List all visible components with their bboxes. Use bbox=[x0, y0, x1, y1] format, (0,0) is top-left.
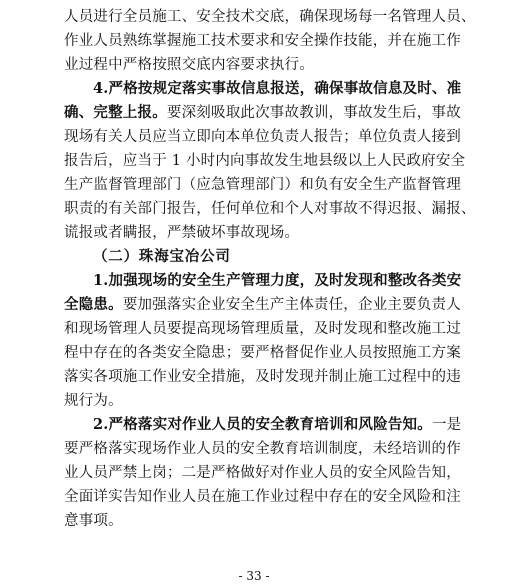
item2-mixed-line bbox=[93, 413, 462, 437]
item4-body-line: 职责的有关部门报告，任何单位和个人对事故不得迟报、漏报、 bbox=[64, 201, 476, 217]
item2-heading: 2.严格落实对作业人员的安全教育培训和风险告知。 bbox=[93, 416, 432, 433]
item1-body-line: 程中存在的各类安全隐患；要严格督促作业人员按照施工方案 bbox=[64, 345, 461, 361]
item4-body-line: 现场有关人员应当立即向本单位负责人报告；单位负责人接到 bbox=[64, 129, 461, 145]
item2-body-line: 业人员严禁上岗；二是严格做好对作业人员的安全风险告知， bbox=[64, 465, 461, 481]
item1-body-line: 规行为。 bbox=[64, 393, 123, 409]
item2-body-line: 全面详实告知作业人员在施工作业过程中存在的安全风险和注 bbox=[64, 489, 461, 505]
item4-heading-tail: 确、完整上报。 bbox=[64, 104, 167, 121]
paragraph-line: 人员进行全员施工、安全技术交底，确保现场每一名管理人员、 bbox=[64, 9, 476, 25]
item1-body-line: 和现场管理人员要提高现场管理质量，及时发现和整改施工过 bbox=[64, 321, 461, 337]
item1-body-line: 落实各项施工作业安全措施，及时发现并制止施工过程中的违 bbox=[64, 369, 461, 385]
item4-body-line: 生产监督管理部门（应急管理部门）和负有安全生产监督管理 bbox=[64, 177, 461, 193]
item4-heading-line: 4.严格按规定落实事故信息报送，确保事故信息及时、准 bbox=[93, 80, 462, 97]
item1-heading-tail: 全隐患。 bbox=[64, 296, 123, 313]
item2-body-line: 要严格落实现场作业人员的安全教育培训制度，未经培训的作 bbox=[64, 441, 461, 457]
item4-body-line: 报告后，应当于 1 小时内向事故发生地县级以上人民政府安全 bbox=[64, 153, 466, 169]
item4-mixed-line bbox=[64, 101, 461, 125]
item4-body-line: 谎报或者瞒报，严禁破坏事故现场。 bbox=[64, 225, 300, 241]
page-number: - 33 - bbox=[238, 569, 270, 583]
item1-mixed-line bbox=[64, 293, 461, 317]
item4-body-start: 要深刻吸取此次事故教训，事故发生后，事故 bbox=[166, 105, 461, 121]
paragraph-line: 业过程中严格按照交底内容要求执行。 bbox=[64, 57, 314, 73]
item2-body-line: 意事项。 bbox=[64, 513, 123, 529]
section-heading: （二）珠海宝冶公司 bbox=[93, 248, 231, 265]
paragraph-line: 作业人员熟练掌握施工技术要求和安全操作技能，并在施工作 bbox=[64, 33, 461, 49]
item1-heading-line: 1.加强现场的安全生产管理力度，及时发现和整改各类安 bbox=[93, 272, 462, 289]
item1-body-start: 要加强落实企业安全生产主体责任，企业主要负责人 bbox=[122, 297, 461, 313]
item2-body-start: 一是 bbox=[431, 417, 462, 433]
